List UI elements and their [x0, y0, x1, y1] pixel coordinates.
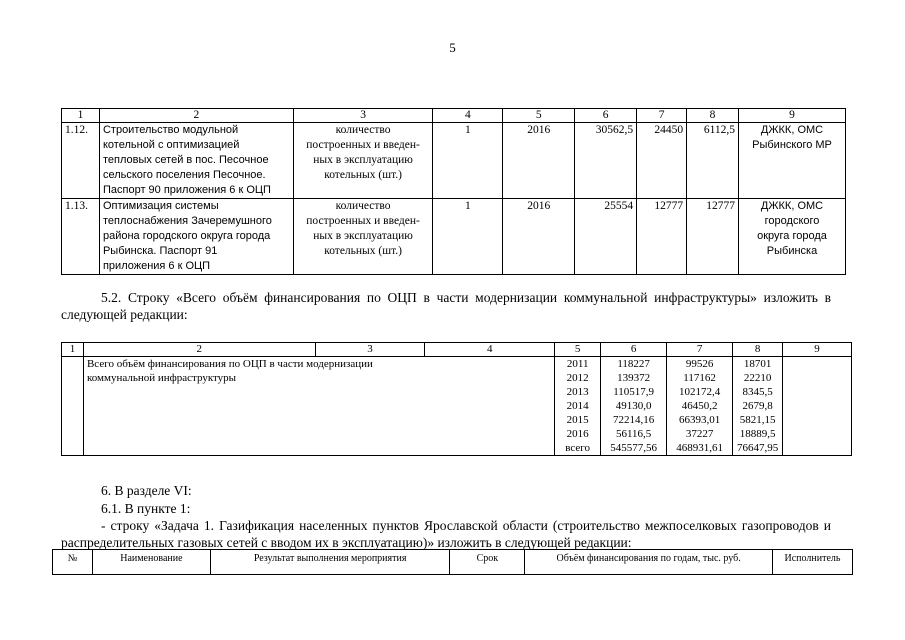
header-cell: 2: [99, 109, 293, 123]
header-cell: Объём финансирования по годам, тыс. руб.: [525, 550, 773, 575]
table-header-row: [62, 109, 846, 123]
header-cell: №: [53, 550, 93, 575]
total-cell: 25554: [575, 199, 637, 275]
funding-cell: 12777: [637, 199, 687, 275]
header-cell: 4: [433, 109, 503, 123]
header-cell: 1: [62, 343, 84, 357]
header-cell: 7: [637, 109, 687, 123]
header-cell: Срок: [450, 550, 525, 575]
header-cell: 9: [739, 109, 846, 123]
funding-column: 18701 22210 8345,5 2679,8 5821,15 18889,5 76647,95: [733, 357, 783, 456]
year-cell: 2016: [503, 123, 575, 199]
header-cell: 6: [601, 343, 667, 357]
paragraph-5-2: 5.2. Строку «Всего объём финансирования по ОЦП в части модернизации коммунальной инфраструктуры» изложить в следующей редакции:: [61, 290, 831, 322]
funding-cell: 12777: [687, 199, 739, 275]
total-cell: 30562,5: [575, 123, 637, 199]
header-cell: 1: [62, 109, 100, 123]
measure-result: количество построенных и введен- ных в эксплуатацию котельных (шт.): [293, 199, 433, 275]
funding-column: 99526 117162 102172,4 46450,2 66393,01 37227 468931,61: [667, 357, 733, 456]
row-number: 1.13.: [62, 199, 100, 275]
table-header-row: [53, 550, 853, 575]
table-header-row: [62, 343, 852, 357]
header-cell: 9: [783, 343, 852, 357]
funding-cell: 6112,5: [687, 123, 739, 199]
header-cell: Наименование: [92, 550, 210, 575]
row-number: 1.12.: [62, 123, 100, 199]
header-cell: 8: [687, 109, 739, 123]
measures-table: [61, 108, 846, 275]
quantity-cell: 1: [433, 199, 503, 275]
measure-name: Оптимизация системы теплоснабжения Зачеремушного района городского округа города Рыбинска. Паспорт 91 приложения 6 к ОЦП: [99, 199, 293, 275]
section-6-1-heading: 6.1. В пункте 1:: [101, 501, 191, 516]
gasification-table: [52, 549, 853, 575]
header-cell: 4: [425, 343, 555, 357]
page-number: 5: [449, 40, 456, 55]
task-paragraph: - строку «Задача 1. Газификация населенных пунктов Ярославской области (строительство межпоселковых газопроводов и распределительных газовых сетей с вводом их в эксплуатацию)» изложить в следующей редакции:: [61, 518, 831, 550]
total-amount-column: 118227 139372 110517,9 49130,0 72214,16 56116,5 545577,56: [601, 357, 667, 456]
executor-cell: ДЖКК, ОМС городского округа города Рыбинска: [739, 199, 846, 275]
section-6-heading: 6. В разделе VI:: [101, 483, 192, 498]
header-cell: 7: [667, 343, 733, 357]
years-column: 2011 2012 2013 2014 2015 2016 всего: [555, 357, 601, 456]
measure-result: количество построенных и введен- ных в эксплуатацию котельных (шт.): [293, 123, 433, 199]
quantity-cell: 1: [433, 123, 503, 199]
table-row: [62, 199, 846, 275]
header-cell: 3: [293, 109, 433, 123]
measure-name: Строительство модульной котельной с оптимизацией тепловых сетей в пос. Песочное сельского поселения Песочное. Паспорт 90 приложения 6 к ОЦП: [99, 123, 293, 199]
header-cell: 5: [503, 109, 575, 123]
header-cell: 5: [555, 343, 601, 357]
total-label: Всего объём финансирования по ОЦП в части модернизации коммунальной инфраструктуры: [83, 357, 554, 456]
header-cell: 3: [315, 343, 425, 357]
header-cell: Исполнитель: [772, 550, 852, 575]
total-funding-table: [61, 342, 852, 456]
year-cell: 2016: [503, 199, 575, 275]
header-cell: Результат выполнения мероприятия: [210, 550, 450, 575]
executor-cell: ДЖКК, ОМС Рыбинского МР: [739, 123, 846, 199]
funding-cell: 24450: [637, 123, 687, 199]
table-row: [62, 357, 852, 456]
table-row: [62, 123, 846, 199]
header-cell: 2: [83, 343, 315, 357]
header-cell: 8: [733, 343, 783, 357]
header-cell: 6: [575, 109, 637, 123]
